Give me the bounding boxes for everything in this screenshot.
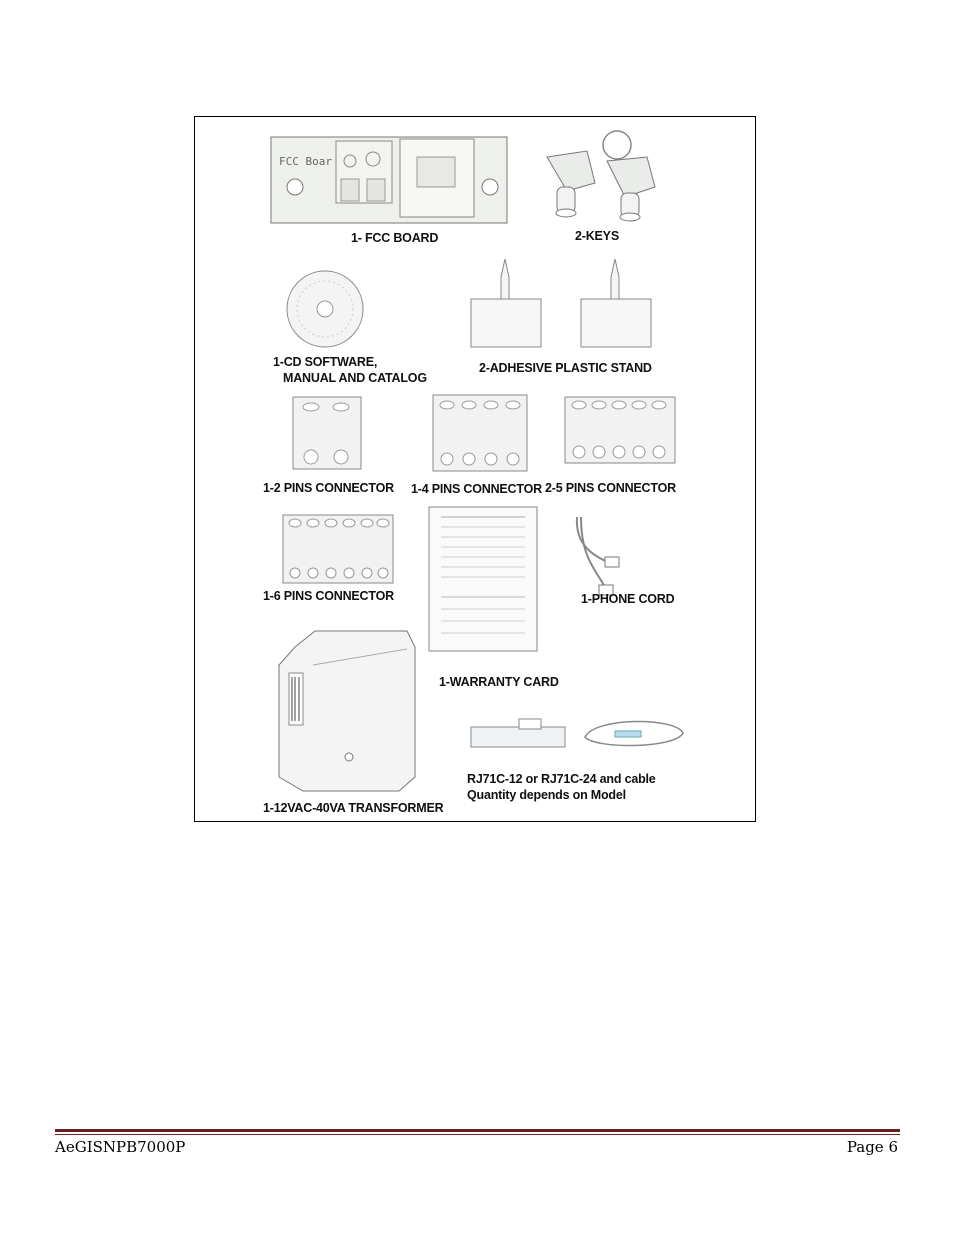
label-fcc-board: 1- FCC BOARD (351, 231, 439, 245)
label-warranty-card: 1-WARRANTY CARD (439, 675, 559, 689)
footer-document-id: AeGISNPB7000P (55, 1138, 186, 1156)
fcc-board-silkscreen: FCC Boar (279, 155, 332, 168)
connector-5pin-image (565, 397, 675, 463)
label-keys: 2-KEYS (575, 229, 619, 243)
cd-image (287, 271, 363, 347)
label-phone-cord: 1-PHONE CORD (581, 592, 675, 606)
package-illustrations (195, 117, 755, 821)
fcc-board-image (271, 137, 507, 223)
label-2pin-connector: 1-2 PINS CONNECTOR (263, 481, 394, 495)
keys-image (547, 131, 655, 221)
warranty-card-image (429, 507, 537, 651)
adhesive-stand-image (471, 259, 651, 347)
footer-page-number: Page 6 (846, 1138, 898, 1156)
footer-rule-thin (55, 1134, 900, 1135)
connector-4pin-image (433, 395, 527, 471)
phone-cord-image (577, 517, 619, 595)
label-cd-line1: 1-CD SOFTWARE, (273, 355, 378, 369)
label-4pin-connector: 1-4 PINS CONNECTOR (411, 482, 542, 496)
rj71c-image (471, 719, 683, 747)
label-adhesive-stand: 2-ADHESIVE PLASTIC STAND (479, 361, 652, 375)
connector-6pin-image (283, 515, 393, 583)
label-cd-line2: MANUAL AND CATALOG (283, 371, 427, 385)
connector-2pin-image (293, 397, 361, 469)
label-5pin-connector: 2-5 PINS CONNECTOR (545, 481, 676, 495)
package-contents-figure (194, 116, 756, 822)
transformer-image (279, 631, 415, 791)
label-rj71c-line1: RJ71C-12 or RJ71C-24 and cable (467, 772, 656, 786)
footer-rule (55, 1129, 900, 1132)
label-transformer: 1-12VAC-40VA TRANSFORMER (263, 801, 444, 815)
label-6pin-connector: 1-6 PINS CONNECTOR (263, 589, 394, 603)
label-rj71c-line2: Quantity depends on Model (467, 788, 626, 802)
